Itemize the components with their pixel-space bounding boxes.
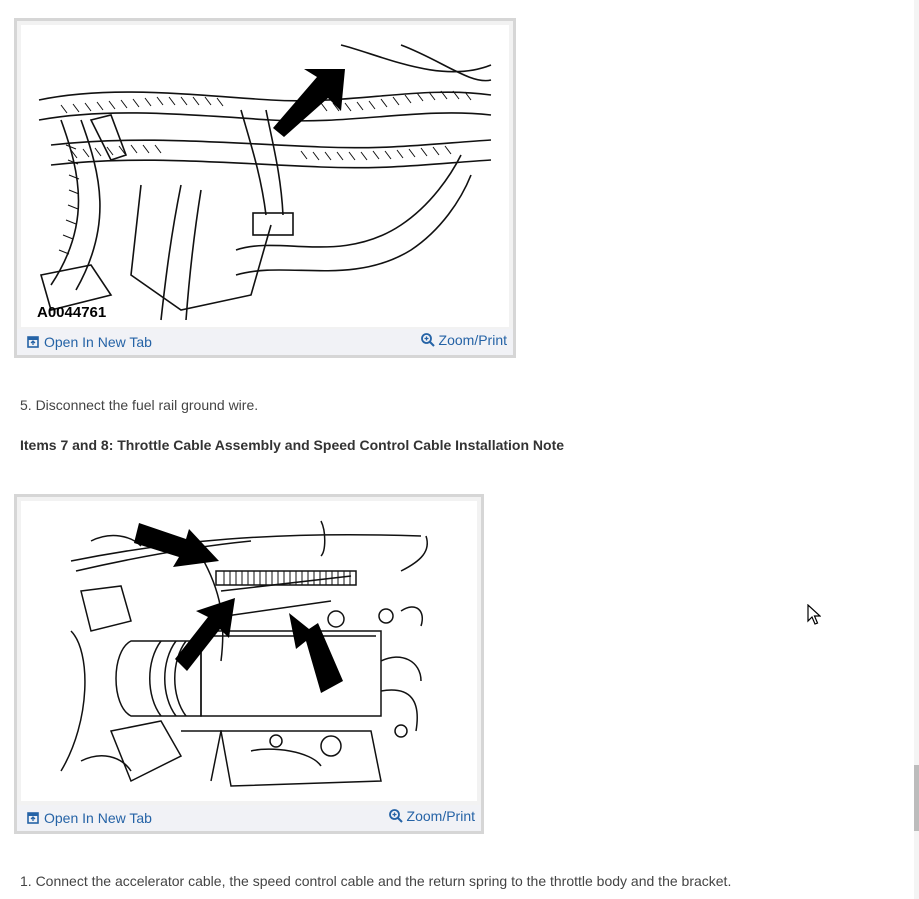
scrollbar-thumb[interactable]: [914, 765, 919, 831]
zoom-print-label: Zoom/Print: [406, 808, 475, 824]
magnifier-zoom-icon: [420, 332, 436, 348]
zoom-print-label: Zoom/Print: [438, 332, 507, 348]
figure-toolbar: [17, 329, 513, 355]
illustration-throttle-cable: [21, 501, 477, 801]
open-in-new-tab-icon: [27, 812, 39, 824]
step-5-text: 5. Disconnect the fuel rail ground wire.: [20, 397, 259, 413]
figure-toolbar: [17, 805, 481, 831]
vertical-scrollbar[interactable]: [914, 0, 919, 899]
open-in-new-tab-link[interactable]: [27, 810, 152, 826]
open-in-new-tab-label: Open In New Tab: [44, 334, 152, 350]
figure-fuel-rail: [14, 18, 516, 358]
figure-code-label: A0044761: [37, 304, 107, 321]
zoom-print-link[interactable]: [388, 808, 475, 824]
illustration-fuel-rail-ground: [21, 25, 509, 327]
open-in-new-tab-label: Open In New Tab: [44, 810, 152, 826]
mouse-cursor-icon: [807, 604, 821, 626]
step-1-text: 1. Connect the accelerator cable, the speed control cable and the return spring to the throttle body and the bracket.: [20, 873, 732, 889]
zoom-print-link[interactable]: [420, 332, 507, 348]
section-heading: Items 7 and 8: Throttle Cable Assembly and Speed Control Cable Installation Note: [20, 437, 565, 453]
open-in-new-tab-icon: [27, 336, 39, 348]
magnifier-zoom-icon: [388, 808, 404, 824]
open-in-new-tab-link[interactable]: [27, 334, 152, 350]
figure-throttle-cable: [14, 494, 484, 834]
